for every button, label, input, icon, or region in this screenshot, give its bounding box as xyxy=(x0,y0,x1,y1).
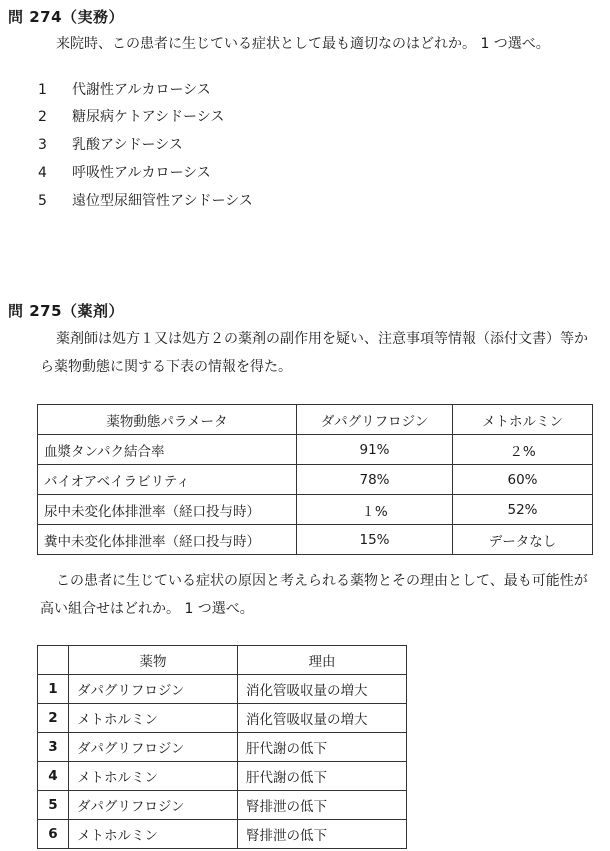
table-cell: 尿中未変化体排泄率（経口投与時） xyxy=(38,495,297,525)
table-cell: 52% xyxy=(453,495,593,525)
answer-number: 2 xyxy=(38,704,69,733)
answer-reason: 腎排泄の低下 xyxy=(238,820,407,849)
choice-number: 3 xyxy=(38,137,47,153)
answer-drug: ダパグリフロジン xyxy=(69,791,238,820)
pharmacokinetics-table xyxy=(37,404,593,555)
choice-number: 4 xyxy=(38,165,47,181)
choice-text: 遠位型尿細管性アシドーシス xyxy=(72,193,253,209)
answer-drug: メトホルミン xyxy=(69,762,238,791)
table-cell: 15% xyxy=(297,525,453,555)
table-row xyxy=(38,465,593,495)
table-header-cell: ダパグリフロジン xyxy=(297,405,453,435)
answer-drug: メトホルミン xyxy=(69,704,238,733)
choice-text: 乳酸アシドーシス xyxy=(72,137,183,153)
table-header-cell: 薬物動態パラメータ xyxy=(38,405,297,435)
table-header-cell: メトホルミン xyxy=(453,405,593,435)
answer-row[interactable] xyxy=(38,675,407,704)
answer-drug: ダパグリフロジン xyxy=(69,733,238,762)
table-cell: 91% xyxy=(297,435,453,465)
answer-row[interactable] xyxy=(38,820,407,849)
choice-item[interactable] xyxy=(38,162,211,182)
answer-drug: メトホルミン xyxy=(69,820,238,849)
answer-row[interactable] xyxy=(38,704,407,733)
answer-reason: 消化管吸収量の増大 xyxy=(238,704,407,733)
question-275-stem-question: この患者に生じている症状の原因と考えられる薬物とその理由として、最も可能性が高い組合せはどれか。 1 つ選べ。 xyxy=(40,573,588,617)
table-header-cell xyxy=(38,646,69,675)
table-row xyxy=(38,495,593,525)
answer-reason: 消化管吸収量の増大 xyxy=(238,675,407,704)
table-cell: 糞中未変化体排泄率（経口投与時） xyxy=(38,525,297,555)
table-header-cell: 薬物 xyxy=(69,646,238,675)
choice-item[interactable] xyxy=(38,190,253,210)
answer-reason: 肝代謝の低下 xyxy=(238,733,407,762)
table-cell: バイオアベイラビリティ xyxy=(38,465,297,495)
answer-reason: 腎排泄の低下 xyxy=(238,791,407,820)
choice-number: 5 xyxy=(38,193,47,209)
question-275-heading: 問 275（薬剤） xyxy=(8,302,125,320)
choice-text: 呼吸性アルカローシス xyxy=(72,165,211,181)
choice-text: 代謝性アルカローシス xyxy=(72,82,211,98)
answer-choices-table xyxy=(37,645,407,849)
question-275-stem-intro: 薬剤師は処方１又は処方２の薬剤の副作用を疑い、注意事項等情報（添付文書）等から薬物動態に関する下表の情報を得た。 xyxy=(40,331,588,375)
answer-row[interactable] xyxy=(38,762,407,791)
table-cell: １% xyxy=(297,495,453,525)
table-row xyxy=(38,435,593,465)
table-header-row xyxy=(38,646,407,675)
table-header-row xyxy=(38,405,593,435)
answer-reason: 肝代謝の低下 xyxy=(238,762,407,791)
answer-number: 4 xyxy=(38,762,69,791)
table-header-cell: 理由 xyxy=(238,646,407,675)
answer-number: 1 xyxy=(38,675,69,704)
answer-number: 5 xyxy=(38,791,69,820)
answer-row[interactable] xyxy=(38,733,407,762)
table-row xyxy=(38,525,593,555)
choice-number: 2 xyxy=(38,109,47,125)
table-cell: 78% xyxy=(297,465,453,495)
table-cell: データなし xyxy=(453,525,593,555)
answer-number: 3 xyxy=(38,733,69,762)
table-cell: 血漿タンパク結合率 xyxy=(38,435,297,465)
choice-item[interactable] xyxy=(38,134,183,154)
table-cell: 60% xyxy=(453,465,593,495)
choice-item[interactable] xyxy=(38,106,224,126)
choice-number: 1 xyxy=(38,82,47,98)
choice-item[interactable] xyxy=(38,79,211,99)
answer-row[interactable] xyxy=(38,791,407,820)
question-274-stem: 来院時、この患者に生じている症状として最も適切なのはどれか。 1 つ選べ。 xyxy=(56,36,550,52)
answer-number: 6 xyxy=(38,820,69,849)
choice-text: 糖尿病ケトアシドーシス xyxy=(72,109,225,125)
table-cell: ２% xyxy=(453,435,593,465)
question-274-heading: 問 274（実務） xyxy=(8,8,125,26)
answer-drug: ダパグリフロジン xyxy=(69,675,238,704)
